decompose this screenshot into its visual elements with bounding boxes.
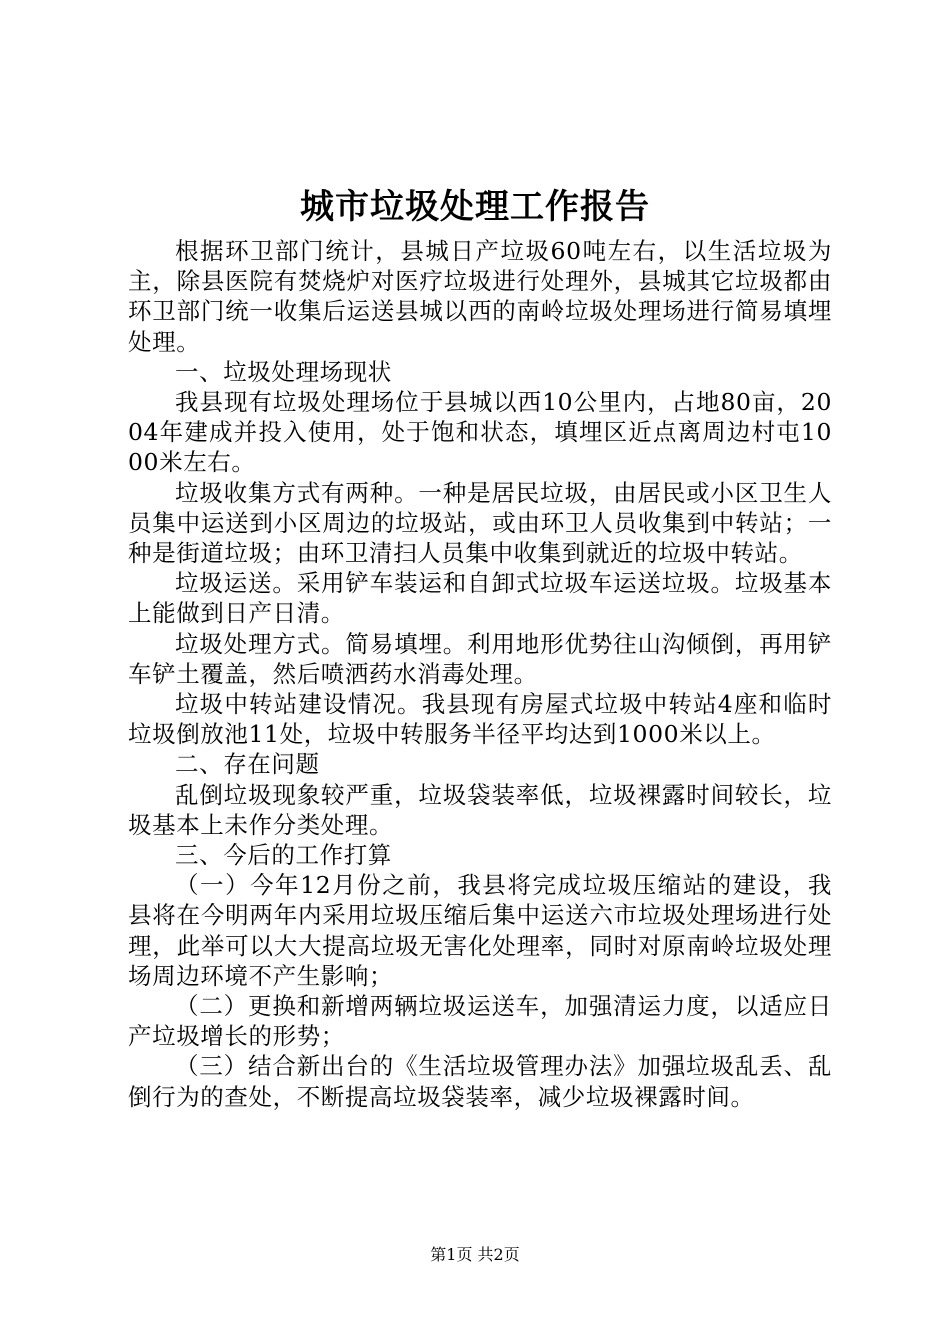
document-body — [128, 236, 832, 1112]
paragraph-transport: 垃圾运送。采用铲车装运和自卸式垃圾车运送垃圾。垃圾基本上能做到日产日清。 — [128, 569, 832, 628]
paragraph-disposal-method: 垃圾处理方式。简易填埋。利用地形优势往山沟倾倒，再用铲车铲土覆盖，然后喷洒药水消毒处理。 — [128, 629, 832, 688]
section-heading-future-plans: 三、今后的工作打算 — [175, 841, 392, 870]
paragraph-problems: 乱倒垃圾现象较严重，垃圾袋装率低，垃圾裸露时间较长，垃圾基本上未作分类处理。 — [128, 780, 832, 839]
paragraph-transfer-stations: 垃圾中转站建设情况。我县现有房屋式垃圾中转站4座和临时垃圾倒放池11处，垃圾中转服务半径平均达到1000米以上。 — [128, 690, 832, 749]
section-heading-current-status: 一、垃圾处理场现状 — [175, 357, 392, 386]
paragraph-plan-3: （三）结合新出台的《生活垃圾管理办法》加强垃圾乱丢、乱倒行为的查处，不断提高垃圾袋装率，减少垃圾裸露时间。 — [128, 1052, 832, 1111]
page-number-footer: 第1页 共2页 — [430, 1245, 520, 1264]
paragraph-plan-2: （二）更换和新增两辆垃圾运送车，加强清运力度，以适应日产垃圾增长的形势； — [128, 992, 832, 1051]
paragraph-plan-1: （一）今年12月份之前，我县将完成垃圾压缩站的建设，我县将在今明两年内采用垃圾压缩后集中运送六市垃圾处理场进行处理，此举可以大大提高垃圾无害化处理率，同时对原南岭垃圾处理场周边环境不产生影响； — [128, 871, 832, 990]
section-heading-problems: 二、存在问题 — [175, 750, 320, 779]
paragraph-collection-methods: 垃圾收集方式有两种。一种是居民垃圾，由居民或小区卫生人员集中运送到小区周边的垃圾站，或由环卫人员收集到中转站；一种是街道垃圾；由环卫清扫人员集中收集到就近的垃圾中转站。 — [128, 478, 832, 568]
document-title: 城市垃圾处理工作报告 — [300, 187, 650, 227]
intro-paragraph: 根据环卫部门统计，县城日产垃圾60吨左右，以生活垃圾为主，除县医院有焚烧炉对医疗垃圾进行处理外，县城其它垃圾都由环卫部门统一收集后运送县城以西的南岭垃圾处理场进行简易填埋处理。 — [128, 237, 832, 356]
paragraph-landfill-location: 我县现有垃圾处理场位于县城以西10公里内，占地80亩，2004年建成并投入使用，处于饱和状态，填埋区近点离周边村屯1000米左右。 — [128, 388, 832, 477]
